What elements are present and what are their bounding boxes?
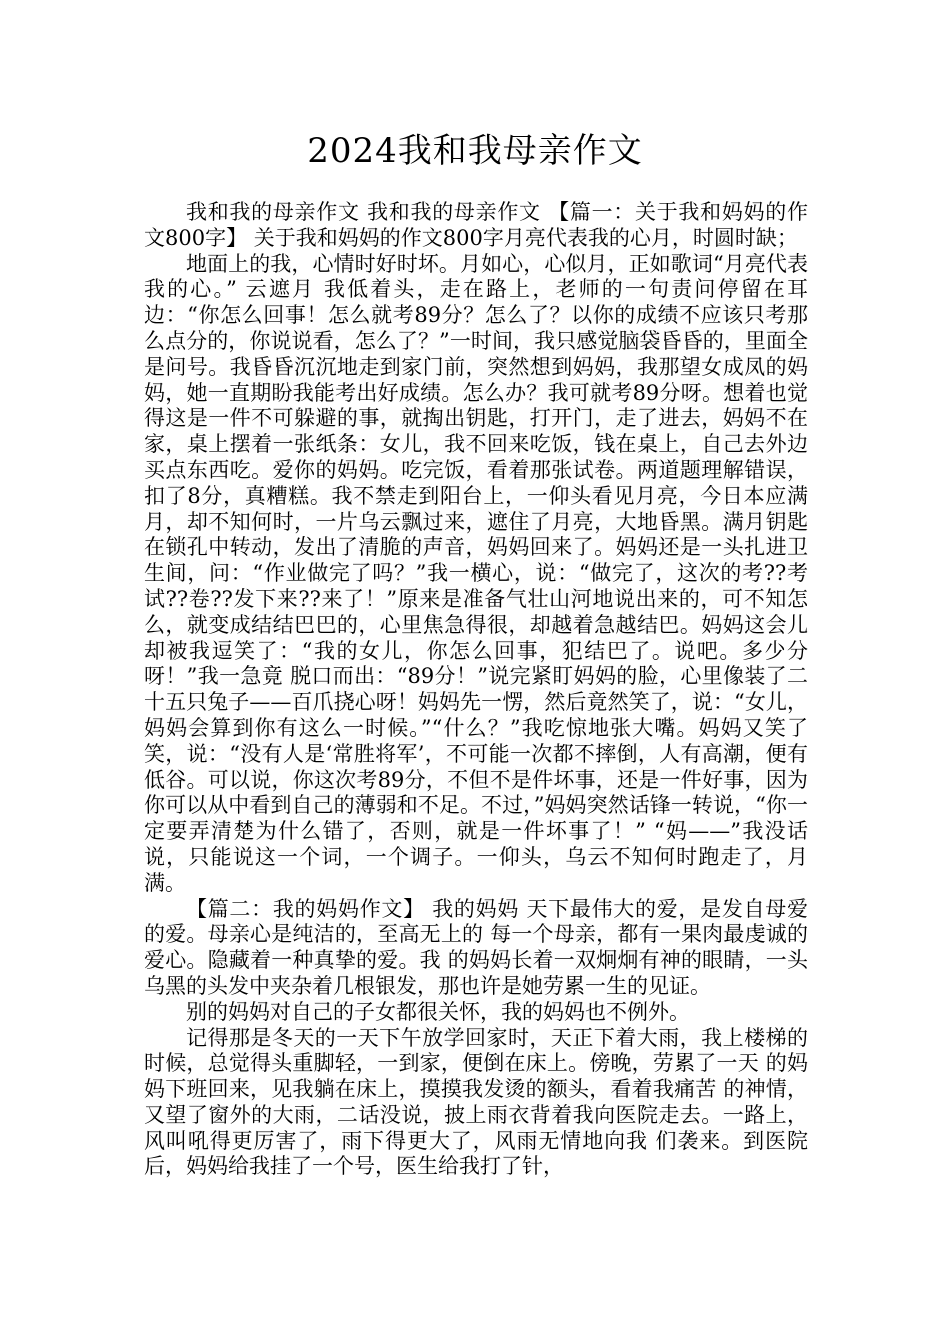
paragraph: 记得那是冬天的一天下午放学回家时，天正下着大雨，我上楼梯的 时候，总觉得头重脚轻，一到家，便倒在床上。傍晚，劳累了一天 的妈妈下班回来，见我躺在床上，摸摸我发烫的额头，看着我痛苦 的神情，又望了窗外的大雨，二话没说，披上雨衣背着我向医院走去。一路上，风叫吼得更厉害了，雨下得更大了，风雨无情地向我 们袭来。到医院后，妈妈给我挂了一个号，医生给我打了针，	[144, 1025, 808, 1179]
paragraph: 【篇二：我的妈妈作文】 我的妈妈 天下最伟大的爱，是发自母爱的爱。母亲心是纯洁的，至高无上的 每一个母亲，都有一果肉最虔诚的爱心。隐藏着一种真挚的爱。我 的妈妈长着一双炯炯有神的眼睛，一头乌黑的头发中夹杂着几根银发，那也许是她劳累一生的见证。	[144, 896, 808, 998]
document-body	[144, 200, 808, 1180]
paragraph: 别的妈妈对自己的子女都很关怀，我的妈妈也不例外。	[186, 999, 690, 1024]
paragraph: 地面上的我，心情时好时坏。月如心，心似月，正如歌词“月亮代表我的心。” 云遮月 我低着头，走在路上，老师的一句责问停留在耳边：“你怎么回事！怎么就考89分？怎么了？以你的成绩不应该只考那么点分的，你说说看，怎么了？”一时间，我只感觉脑袋昏昏的，里面全是问号。我昏昏沉沉地走到家门前，突然想到妈妈，我那望女成凤的妈妈，她一直期盼我能考出好成绩。怎么办？我可就考89分呀。想着也觉得这是一件不可躲避的事，就掏出钥匙，打开门，走了进去，妈妈不在家，桌上摆着一张纸条：女儿，我不回来吃饭，钱在桌上，自己去外边买点东西吃。爱你的妈妈。吃完饭，看着那张试卷。两道题理解错误，扣了8分，真糟糕。我不禁走到阳台上，一仰头看见月亮，今日本应满月，却不知何时，一片乌云飘过来，遮住了月亮，大地昏黑。满月钥匙在锁孔中转动，发出了清脆的声音，妈妈回来了。妈妈还是一头扎进卫生间，问：“作业做完了吗？”我一横心，说：“做完了，这次的考??考试??卷??发下来??来了！”原来是准备气壮山河地说出来的，可不知怎么，就变成结结巴巴的，心里焦急得很，却越着急越结巴。妈妈这会儿却被我逗笑了：“我的女儿，你怎么回事，犯结巴了。说吧。多少分呀！”我一急竟 脱口而出：“89分！”说完紧盯妈妈的脸，心里像装了二十五只兔子——百爪挠心呀！妈妈先一愣，然后竟然笑了，说：“女儿，妈妈会算到你有这么一时候。”“什么？”我吃惊地张大嘴。妈妈又笑了笑，说：“没有人是‘常胜将军’，不可能一次都不摔倒，人有高潮，便有低谷。可以说，你这次考89分，不但不是件坏事，还是一件好事，因为你可以从中看到自己的薄弱和不足。不过，”妈妈突然话锋一转说，“你一定要弄清楚为什么错了，否则，就是一件坏事了！” “妈——”我没话说，只能说这一个词，一个调子。一仰头，乌云不知何时跑走了，月满。	[144, 251, 808, 895]
paragraph: 我和我的母亲作文 我和我的母亲作文 【篇一：关于我和妈妈的作文800字】 关于我和妈妈的作文800字月亮代表我的心月，时圆时缺；	[144, 200, 808, 250]
document-title: 2024我和我母亲作文	[307, 131, 643, 171]
